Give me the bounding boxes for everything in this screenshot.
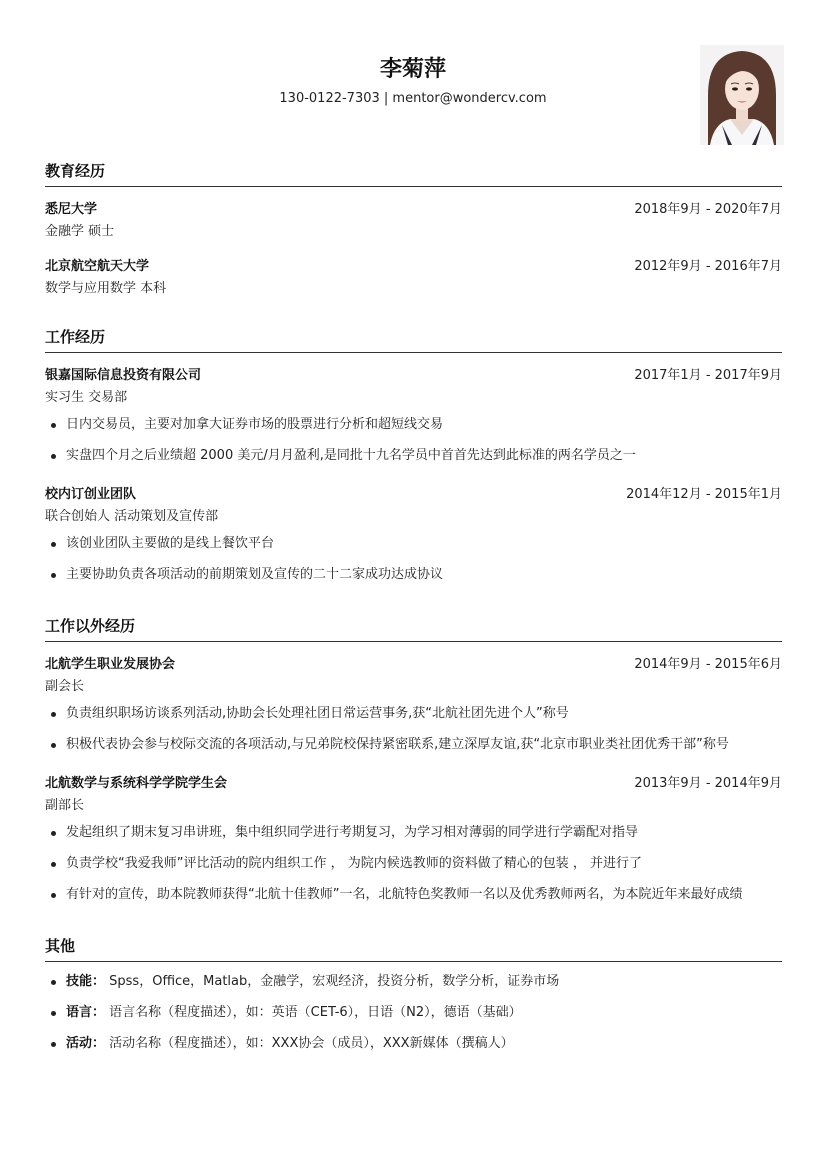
- item-label: 活动：: [66, 1036, 106, 1051]
- entry-date: 2014年12月 - 2015年1月: [626, 487, 782, 502]
- list-item: [45, 972, 782, 1003]
- entry-header: [45, 766, 782, 797]
- entry-sub: 金融学 硕士: [45, 224, 115, 239]
- bullet-list: [45, 415, 782, 477]
- entry-header: [45, 249, 782, 280]
- bullet-list: [45, 704, 782, 766]
- item-label: 技能：: [66, 974, 106, 989]
- list-item: 日内交易员，主要对加拿大证券市场的股票进行分析和超短线交易: [45, 415, 782, 446]
- entry-header: [45, 192, 782, 223]
- item-text: 语言名称（程度描述），如：英语（CET-6），日语（N2），德语（基础）: [109, 1005, 522, 1020]
- entry-org: 北航数学与系统科学学院学生会: [45, 776, 228, 791]
- contact-info: 130-0122-7303 | mentor@wondercv.com: [279, 91, 547, 106]
- entry-header: [45, 477, 782, 508]
- entry-org: 北航学生职业发展协会: [45, 657, 176, 672]
- entry-sub: 联合创始人 活动策划及宣传部: [45, 509, 219, 524]
- list-item: 主要协助负责各项活动的前期策划及宣传的二十二家成功达成协议: [45, 565, 782, 596]
- candidate-name: 李菊萍: [379, 57, 446, 82]
- bullet-list: [45, 534, 782, 596]
- list-item: 发起组织了期末复习串讲班，集中组织同学进行考期复习，为学习相对薄弱的同学进行学霸配对指导: [45, 823, 782, 854]
- item-label: 语言：: [66, 1005, 106, 1020]
- list-item: [45, 1003, 782, 1034]
- entry-sub: 数学与应用数学 本科: [45, 281, 167, 296]
- section-title: 其他: [45, 933, 782, 962]
- entry-org: 北京航空航天大学: [45, 259, 150, 274]
- entry-org: 银嘉国际信息投资有限公司: [45, 368, 202, 383]
- bullet-list: [45, 972, 782, 1065]
- entry-date: 2013年9月 - 2014年9月: [634, 776, 782, 791]
- list-item: [45, 1034, 782, 1065]
- other-section: [45, 933, 782, 1065]
- extracurricular-section: [45, 613, 782, 916]
- item-text: Spss，Office，Matlab，金融学，宏观经济，投资分析，数学分析，证券市场: [109, 974, 560, 989]
- list-item: 积极代表协会参与校际交流的各项活动,与兄弟院校保持紧密联系,建立深厚友谊,获“北京市职业类社团优秀干部”称号: [45, 735, 782, 766]
- entry-org: 校内订创业团队: [45, 487, 137, 502]
- entry-date: 2017年1月 - 2017年9月: [634, 368, 782, 383]
- list-item: 实盘四个月之后业绩超 2000 美元/⽉月盈利,是同批十九名学员中⾸首先达到此标准的两名学员之一: [45, 446, 782, 477]
- list-item: 负责组织职场访谈系列活动,协助会长处理社团日常运营事务,获“北航社团先进个人”称号: [45, 704, 782, 735]
- entry-date: 2014年9月 - 2015年6月: [634, 657, 782, 672]
- work-section: [45, 324, 782, 596]
- portrait-photo: [700, 45, 784, 145]
- section-title: 教育经历: [45, 158, 782, 187]
- entry-date: 2012年9月 - 2016年7月: [634, 259, 782, 274]
- education-section: [45, 158, 782, 306]
- section-title: 工作经历: [45, 324, 782, 353]
- list-item: 该创业团队主要做的是线上餐饮平台: [45, 534, 782, 565]
- list-item: 有针对的宣传，助本院教师获得“北航十佳教师”一名，北航特色奖教师一名以及优秀教师两名，为本院近年来最好成绩: [45, 885, 782, 916]
- entry-header: [45, 647, 782, 678]
- item-text: 活动名称（程度描述），如：XXX协会（成员），XXX新媒体（撰稿人）: [109, 1036, 514, 1051]
- section-title: 工作以外经历: [45, 613, 782, 642]
- entry-org: 悉尼大学: [45, 202, 98, 217]
- entry-sub: 实习生 交易部: [45, 390, 128, 405]
- list-item: 负责学校“我爱我师”评比活动的院内组织工作 ， 为院内候选教师的资料做了精心的包装 ， 并进行了: [45, 854, 782, 885]
- entry-sub: 副部长: [45, 798, 85, 813]
- entry-sub: 副会长: [45, 679, 85, 694]
- bullet-list: [45, 823, 782, 916]
- entry-date: 2018年9月 - 2020年7月: [634, 202, 782, 217]
- entry-header: [45, 358, 782, 389]
